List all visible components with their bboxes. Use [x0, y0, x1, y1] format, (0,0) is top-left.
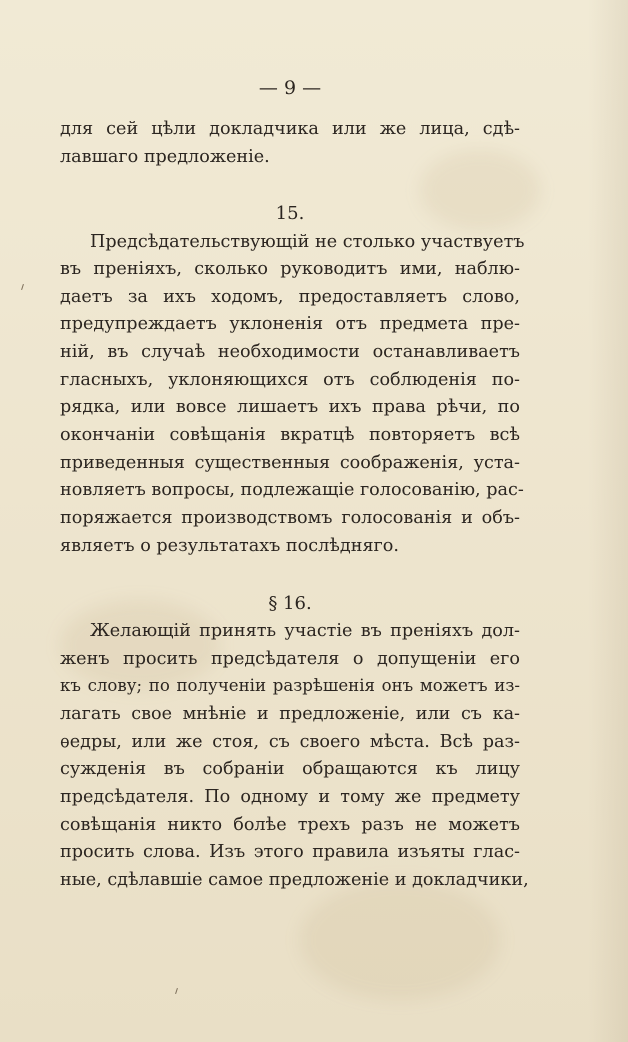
text-line: даетъ за ихъ ходомъ, предоставляетъ слово,	[60, 287, 520, 307]
page-edge-shadow	[588, 0, 628, 1042]
text-line: сужденія въ собраніи обращаются къ лицу	[60, 759, 520, 779]
text-line: просить слова. Изъ этого правила изъяты глас-	[60, 842, 520, 862]
text-line: лагать свое мнѣніе и предложеніе, или съ ка-	[60, 704, 520, 724]
text-line: предупреждаетъ уклоненія отъ предмета пре-	[60, 314, 520, 334]
section-heading: 15.	[275, 203, 305, 224]
text-line: лавшаго предложеніе.	[60, 147, 270, 167]
text-line: ній, въ случаѣ необходимости останавливаетъ	[60, 342, 520, 362]
text-line: рядка, или вовсе лишаетъ ихъ права рѣчи, по	[60, 397, 520, 417]
page-number: — 9 —	[258, 77, 322, 99]
text-line: Желающій принять участіе въ преніяхъ дол-	[90, 621, 520, 641]
text-line: предсѣдателя. По одному и тому же предмету	[60, 787, 520, 807]
text-line: совѣщанія никто болѣе трехъ разъ не можетъ	[60, 815, 520, 835]
text-line: Предсѣдательствующій не столько участвуетъ	[90, 232, 525, 252]
text-line: къ слову; по полученіи разрѣшенія онъ можетъ из-	[60, 676, 520, 695]
paper-speck	[21, 284, 24, 290]
text-line: поряжается производствомъ голосованія и объ-	[60, 508, 520, 528]
text-line: приведенныя существенныя соображенія, уста-	[60, 453, 520, 473]
text-line: гласныхъ, уклоняющихся отъ соблюденія по-	[60, 370, 520, 390]
text-line: ные, сдѣлавшіе самое предложеніе и докладчики,	[60, 870, 529, 890]
text-line: окончаніи совѣщанія вкратцѣ повторяетъ всѣ	[60, 425, 520, 445]
paper-stain	[300, 880, 500, 1000]
text-line: являетъ о результатахъ послѣдняго.	[60, 536, 399, 556]
paper-speck	[175, 988, 178, 994]
text-line: новляетъ вопросы, подлежащіе голосованію, рас-	[60, 480, 524, 500]
text-line: въ преніяхъ, сколько руководитъ ими, наблю-	[60, 259, 520, 279]
text-line: для сей цѣли докладчика или же лица, сдѣ-	[60, 119, 520, 139]
text-line: ѳедры, или же стоя, съ своего мѣста. Всѣ раз-	[60, 732, 520, 752]
text-line: женъ просить предсѣдателя о допущеніи его	[60, 649, 520, 669]
section-heading: § 16.	[268, 593, 312, 614]
